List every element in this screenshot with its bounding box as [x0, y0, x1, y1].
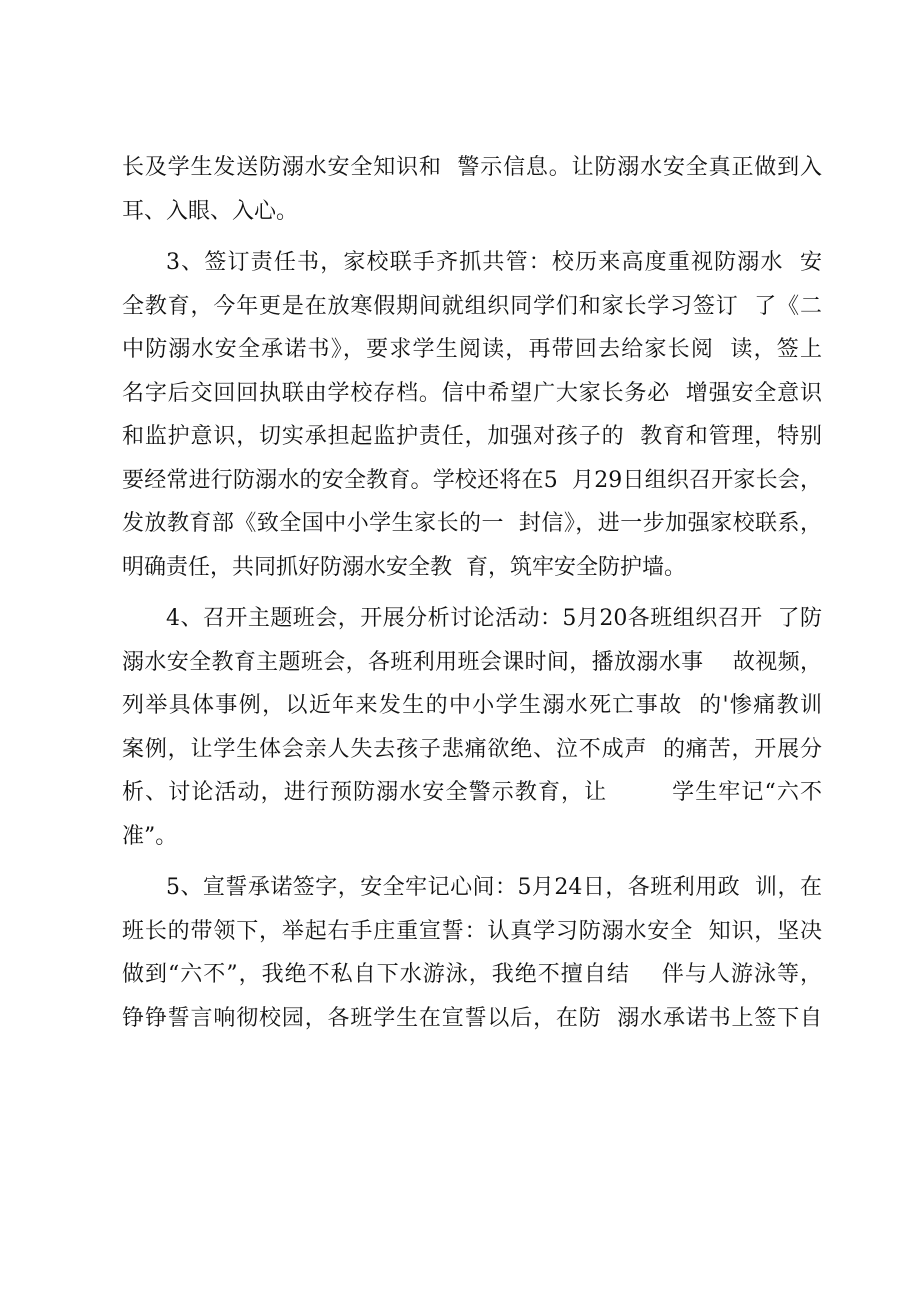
text-line: 4、召开主题班会，开展分析讨论活动：5月20各班组织召开 了防 — [166, 606, 822, 631]
text-line: 铮铮誓言响彻校园，各班学生在宣誓以后，在防 溺水承诺书上签下自 — [122, 1005, 822, 1031]
paragraph-continuation — [122, 146, 822, 233]
text-line: 列举具体事例，以近年来发生的中小学生溺水死亡事故 的'惨痛教训 — [122, 693, 822, 718]
paragraph-3-responsibility — [122, 241, 822, 589]
text-line: 明确责任，共同抓好防溺水安全教 育，筑牢安全防护墙。 — [122, 554, 686, 580]
text-line: 3、签订责任书，家校联手齐抓共管：校历来高度重视防溺水 安 — [166, 250, 822, 275]
text-line: 发放教育部《致全国中小学生家长的一 封信》，进一步加强家校联系， — [122, 511, 822, 536]
document-body — [122, 146, 822, 1040]
paragraph-4-class-meeting — [122, 597, 822, 858]
text-line: 5、宣誓承诺签字，安全牢记心间：5月24日，各班利用政 训，在 — [166, 875, 822, 900]
text-line: 名字后交回回执联由学校存档。信中希望广大家长务必 增强安全意识 — [122, 380, 822, 406]
text-line: 和监护意识，切实承担起监护责任，加强对孩子的 教育和管理，特别 — [122, 424, 822, 449]
text-line: 全教育，今年更是在放寒假期间就组织同学们和家长学习签订 了《二 — [122, 293, 822, 319]
text-line: 长及学生发送防溺水安全知识和 警示信息。让防溺水安全真正做到入 — [122, 155, 822, 180]
text-line: 析、讨论活动，进行预防溺水安全警示教育，让 学生牢记“六不 — [122, 780, 822, 805]
text-line: 要经常进行防溺水的安全教育。学校还将在5 月29日组织召开家长会， — [122, 467, 822, 493]
text-line: 中防溺水安全承诺书》，要求学生阅读，再带回去给家长阅 读，签上 — [122, 337, 822, 362]
text-line: 案例，让学生体会亲人失去孩子悲痛欲绝、泣不成声 的痛苦，开展分 — [122, 736, 822, 762]
text-line: 溺水安全教育主题班会，各班利用班会课时间，播放溺水事 故视频， — [122, 649, 822, 675]
text-line: 准”。 — [122, 823, 178, 849]
text-line: 班长的带领下，举起右手庄重宣誓：认真学习防溺水安全 知识，坚决 — [122, 918, 822, 944]
paragraph-5-oath — [122, 866, 822, 1040]
text-line: 做到“六不”，我绝不私自下水游泳，我绝不擅自结 伴与人游泳等， — [122, 962, 822, 987]
text-line: 耳、入眼、入心。 — [122, 198, 299, 224]
